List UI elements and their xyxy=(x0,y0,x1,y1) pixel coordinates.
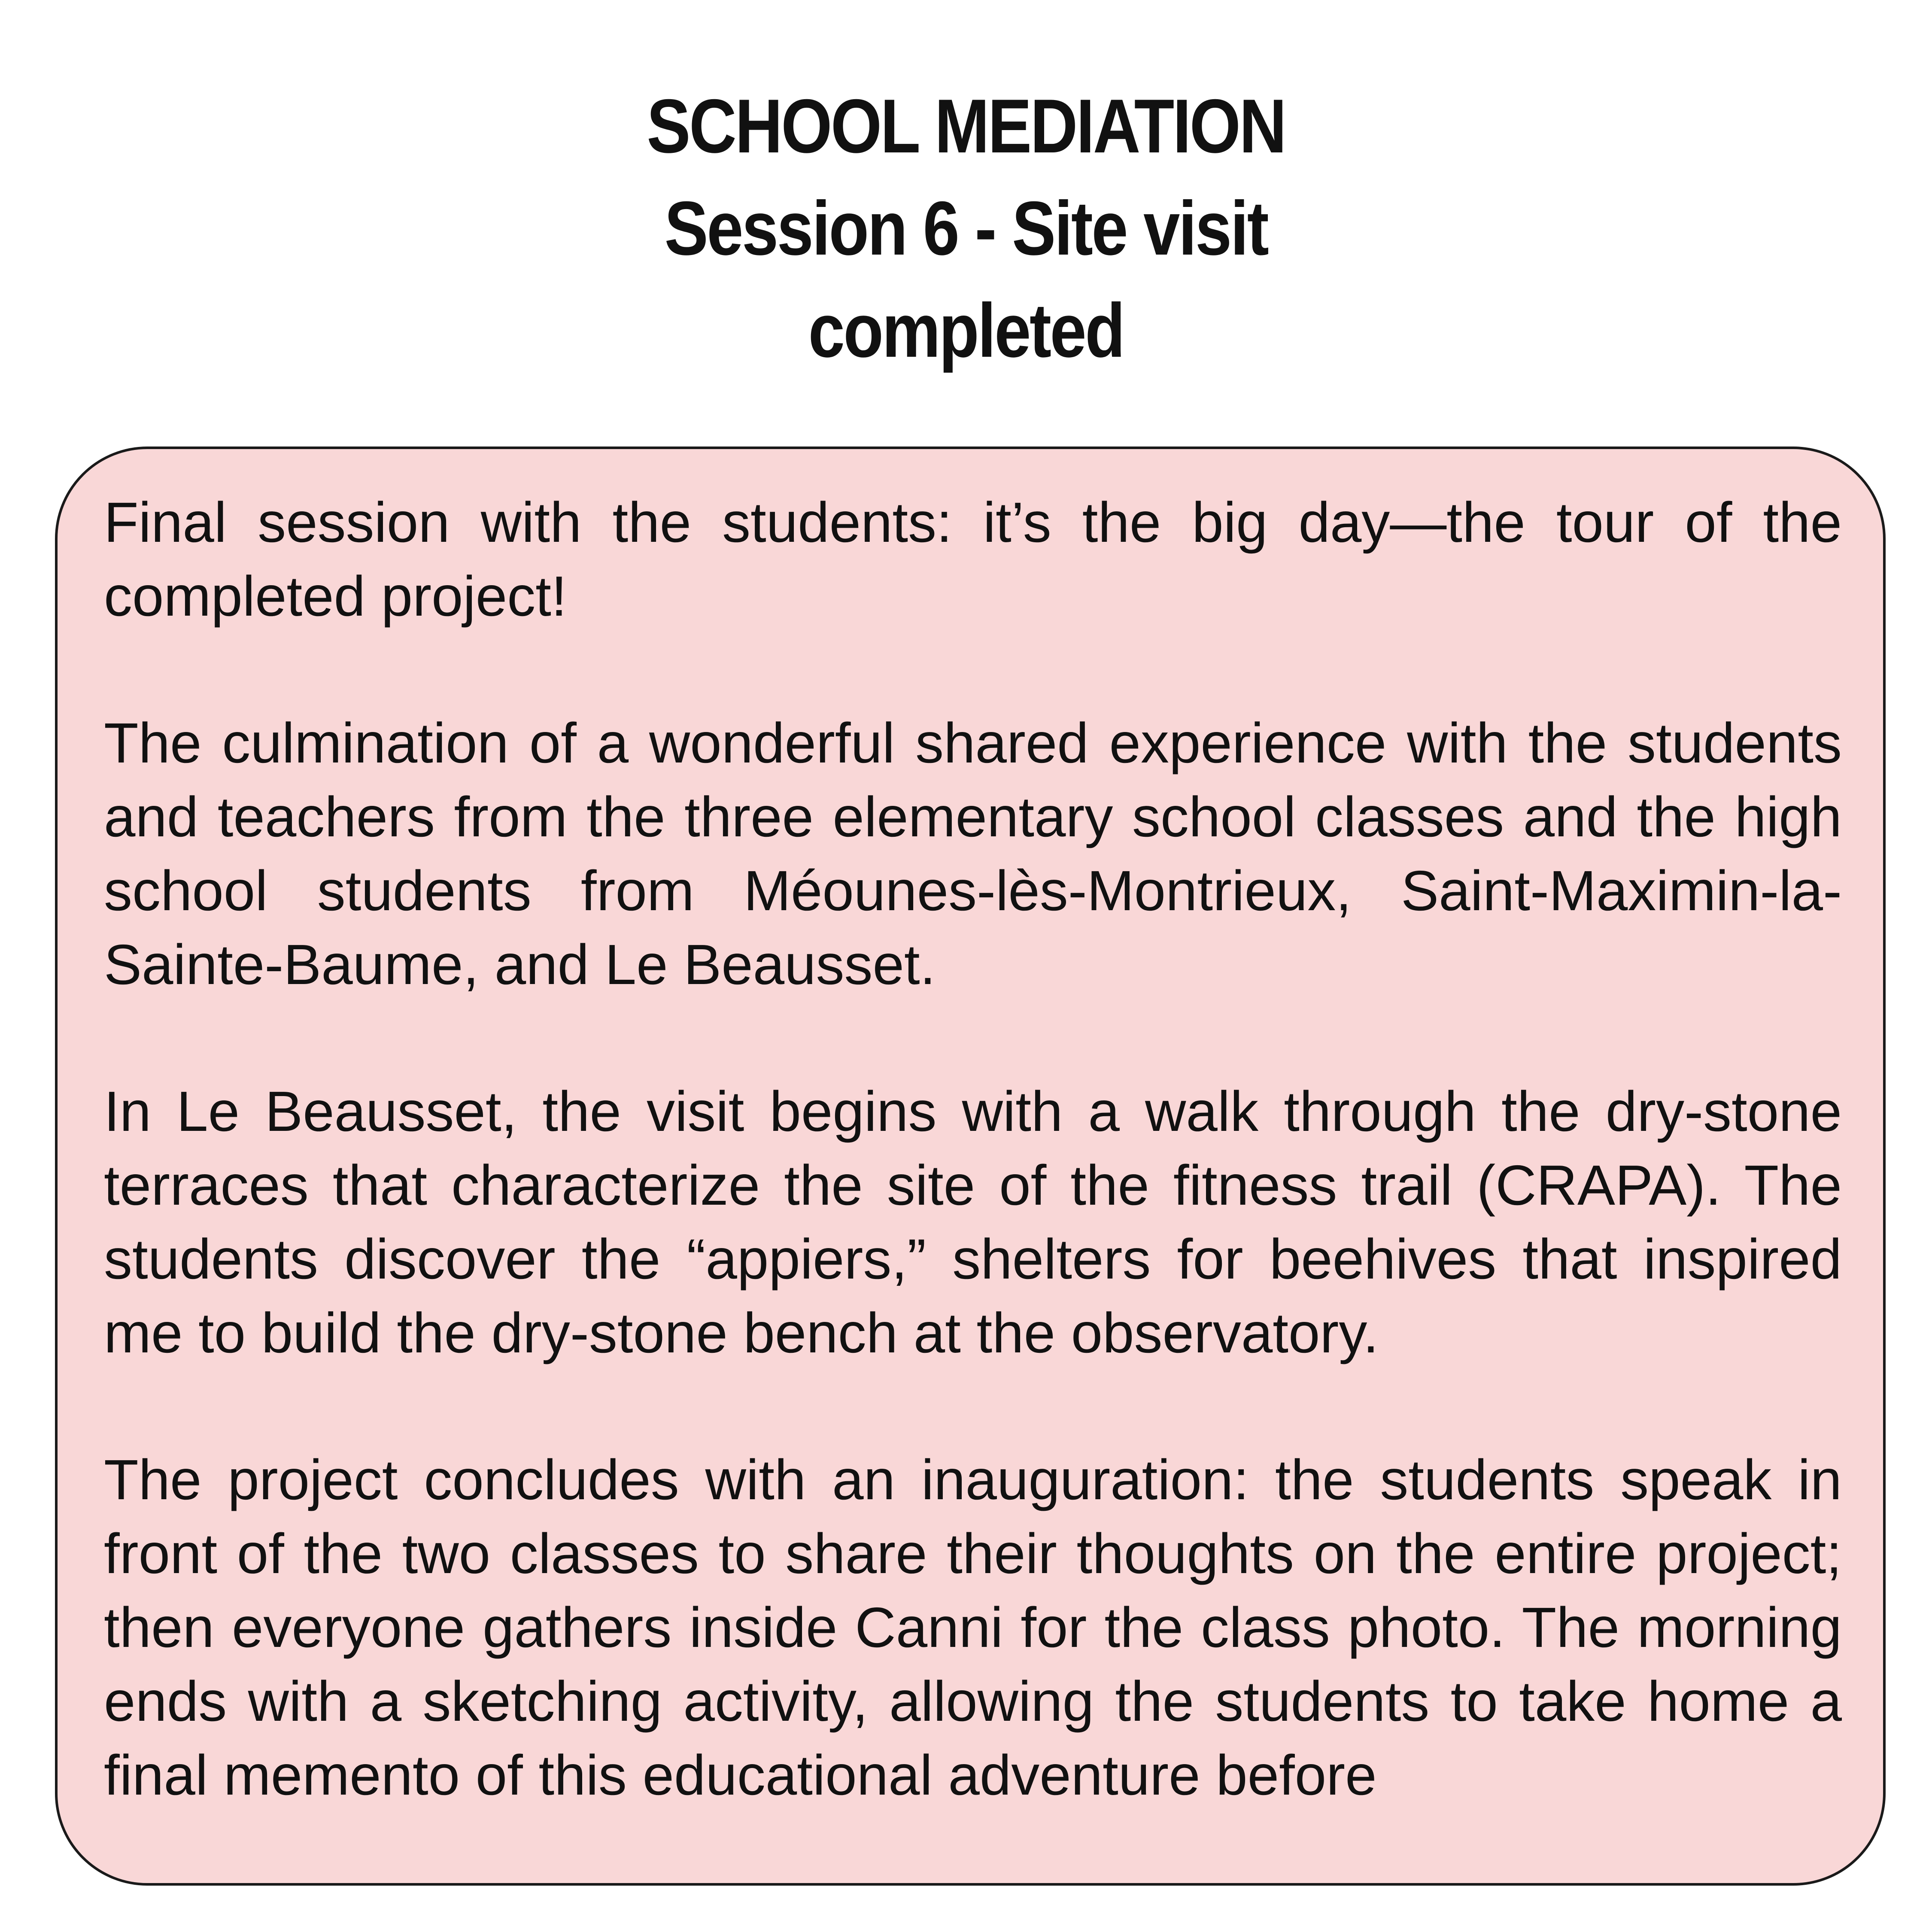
content-card xyxy=(55,447,1886,1886)
page-title xyxy=(135,75,1797,382)
card-body xyxy=(104,486,1842,1812)
title-line-1: SCHOOL MEDIATION xyxy=(647,83,1285,169)
paragraph-visit: In Le Beausset, the visit begins with a walk through the dry-stone terraces that characterize the site of the fitness trail (CRAPA). The students discover the “appiers,” shelters for beehives that inspired me to build the dry-stone bench at the observatory. xyxy=(104,1080,1842,1364)
paragraph-conclusion: The project concludes with an inauguration: the students speak in front of the two classes to share their thoughts on the entire project; then everyone gathers inside Canni for the class photo. The morning ends with a sketching activity, allowing the students to take home a final memento of this educational adventure before xyxy=(104,1448,1842,1807)
title-line-3: completed xyxy=(808,288,1124,373)
paragraph-culmination: The culmination of a wonderful shared experience with the students and teachers from the three elementary school classes and the high school students from Méounes-lès-Montrieux, Saint-Maximin-la-Sainte-Baume, and Le Beausset. xyxy=(104,711,1842,996)
title-line-2: Session 6 - Site visit xyxy=(664,185,1268,271)
paragraph-intro: Final session with the students: it’s the big day—the tour of the completed project! xyxy=(104,491,1842,628)
